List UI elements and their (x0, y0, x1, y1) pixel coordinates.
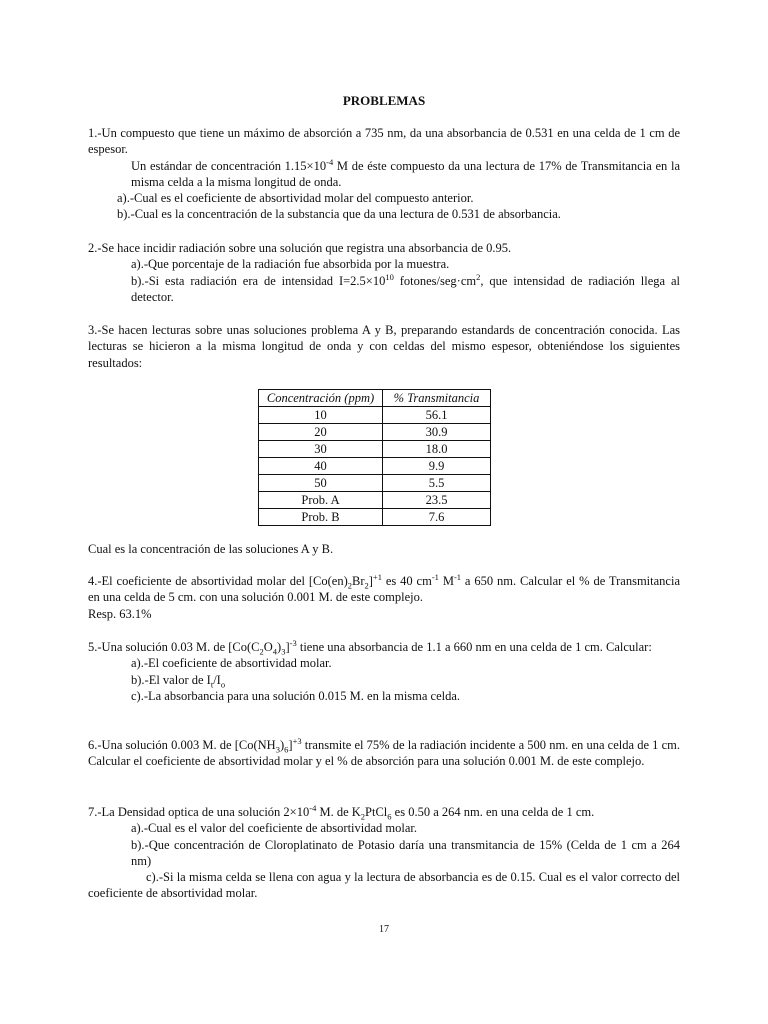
problem-2 (88, 240, 680, 305)
page-number: 17 (379, 924, 389, 935)
table-cell: 18.0 (383, 441, 491, 458)
problem-3-question: Cual es la concentración de las soluciones A y B. (88, 542, 334, 556)
problem-2-question-b: b).-Si esta radiación era de intensidad $I=2.5\times 10^{10}$ fotones/$seg\cdot cm^2$, que intensidad de radiación llega al detector. (131, 271, 680, 304)
problem-3-question-block (88, 541, 680, 557)
table-row (259, 424, 491, 441)
table-cell: 30.9 (383, 424, 491, 441)
problem-2-question-a: a).-Que porcentaje de la radiación fue absorbida por la muestra. (131, 257, 450, 272)
problem-2-statement: 2.-Se hace incidir radiación sobre una solución que registra una absorbancia de 0.95. (88, 241, 512, 255)
problem-7 (88, 804, 680, 902)
table-cell: 5.5 (383, 475, 491, 492)
table-cell: 9.9 (383, 458, 491, 475)
table-cell: Prob. B (259, 509, 383, 526)
problem-3 (88, 322, 680, 371)
table-cell: Prob. A (259, 492, 383, 509)
problem-1-standard: Un estándar de concentración $1.15\times 10^{-4}$ M de éste compuesto da una lectura de 17% de Transmitancia en la misma celda a la misma longitud de onda. (131, 156, 680, 189)
problem-5-statement: 5.-Una solución 0.03 M. de $[Co(C_2O_4)_3]^{-3}$ tiene una absorbancia de 1.1 a 660 nm en una celda de 1 cm. Calcular: (88, 637, 652, 657)
problem-1-question-a: a).-Cual es el coeficiente de absortividad molar del compuesto anterior. (117, 191, 474, 206)
table-cell: 50 (259, 475, 383, 492)
problem-5-question-c: c).-La absorbancia para una solución 0.015 M. en la misma celda. (131, 688, 461, 703)
table-cell: 30 (259, 441, 383, 458)
problem-1-question-b: b).-Cual es la concentración de la substancia que da una lectura de 0.531 de absorbancia. (117, 207, 561, 222)
column-header-concentration: Concentración (ppm) (259, 390, 383, 407)
problem-6-statement: 6.-Una solución 0.003 M. de $[Co(NH_3)_6]^{+3}$ transmite el 75% de la radiación incidente a 500 nm. en una celda de 1 cm. Calcular el coeficiente de absortividad molar y el % de absorción para una solución 0.001 M. de este complejo. (88, 735, 680, 769)
table-row (259, 441, 491, 458)
table-row (259, 492, 491, 509)
problem-4-statement: 4.-El coeficiente de absortividad molar del $[Co(en)_2Br_2]^{+1}$ es 40 $cm^{-1}$ $M^{-1}$ a 650 nm. Calcular el % de Transmitancia en una celda de 5 cm. con una solución 0.001 M. de este complejo. (88, 571, 680, 605)
problem-7-question-a: a).-Cual es el valor del coeficiente de absortividad molar. (131, 821, 417, 836)
table-cell: 23.5 (383, 492, 491, 509)
page-title: PROBLEMAS (342, 93, 426, 108)
table-row (259, 509, 491, 526)
problem-5-question-b: b).-El valor de $I_t/I_o$ (131, 672, 226, 690)
problem-6 (88, 737, 680, 770)
problem-7-question-c: c).-Si la misma celda se llena con agua y la lectura de absorbancia es de 0.15. Cual es el valor correcto del coeficiente de absortividad molar. (88, 870, 680, 901)
table-cell: 56.1 (383, 407, 491, 424)
problem-4 (88, 573, 680, 622)
problem-1-statement: 1.-Un compuesto que tiene un máximo de absorción a 735 nm, da una absorbancia de 0.531 en una celda de 1 cm de espesor. (88, 126, 680, 157)
table-row (259, 407, 491, 424)
table-cell: 40 (259, 458, 383, 475)
table-header-row (259, 390, 491, 407)
column-header-transmittance: % Transmitancia (383, 390, 491, 407)
table-row (259, 475, 491, 492)
problem-3-statement: 3.-Se hacen lecturas sobre unas soluciones problema A y B, preparando estandards de concentración conocida. Las lecturas se hicieron a la misma longitud de onda y con celdas del mismo espesor, obteniéndose los siguientes resultados: (88, 323, 680, 370)
problem-1 (88, 125, 680, 223)
problem-5-question-a: a).-El coeficiente de absortividad molar. (131, 656, 332, 671)
table-row (259, 458, 491, 475)
table-cell: 10 (259, 407, 383, 424)
table-cell: 7.6 (383, 509, 491, 526)
problem-7-question-b: b).-Que concentración de Cloroplatinato de Potasio daría una transmitancia de 15% (Celda de 1 cm a 264 nm) (131, 837, 680, 868)
problem-4-answer: Resp. 63.1% (88, 606, 152, 621)
table-cell: 20 (259, 424, 383, 441)
problem-7-statement: 7.-La Densidad optica de una solución $2\times 10^{-4}$ M. de $K_2PtCl_6$ es 0.50 a 264 nm. en una celda de 1 cm. (88, 802, 595, 822)
problem-5 (88, 639, 680, 704)
transmittance-table (258, 389, 491, 526)
